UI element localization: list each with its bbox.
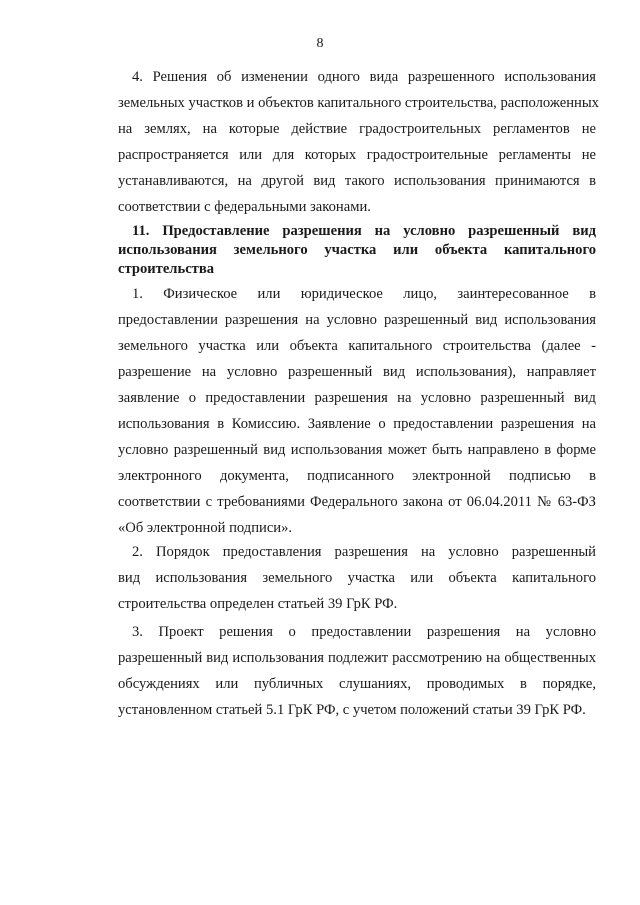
text-line: предоставлении разрешения на условно разрешенный вид использования: [118, 312, 596, 328]
text-line: вид использования земельного участка или объекта капитального: [118, 570, 596, 586]
text-line: разрешенный вид использования подлежит рассмотрению на общественных: [118, 650, 596, 666]
text-line: соответствии с федеральными законами.: [118, 199, 371, 215]
text-line: 2. Порядок предоставления разрешения на условно разрешенный: [132, 544, 596, 560]
text-line: 4. Решения об изменении одного вида разрешенного использования: [132, 69, 596, 85]
clause-3-paragraph: [118, 619, 596, 723]
text-line: земельного участка или объекта капитального строительства (далее -: [118, 338, 596, 354]
text-line: разрешение на условно разрешенный вид использования), направляет: [118, 364, 596, 380]
text-line: установленном статьей 5.1 ГрК РФ, с учетом положений статьи 39 ГрК РФ.: [118, 702, 586, 718]
text-line: условно разрешенный вид использования может быть направлено в форме: [118, 442, 596, 458]
text-line: 1. Физическое или юридическое лицо, заинтересованное в: [132, 286, 596, 302]
text-line: «Об электронной подписи».: [118, 520, 293, 536]
text-line: земельных участков и объектов капитального строительства, расположенных: [118, 95, 599, 111]
text-line: использования в Комиссию. Заявление о предоставлении разрешения на: [118, 416, 596, 432]
text-line: распространяется или для которых градостроительные регламенты не: [118, 147, 596, 163]
heading-line: использования земельного участка или объекта капитального: [118, 242, 596, 258]
text-line: соответствии с требованиями Федерального закона от 06.04.2011 № 63-ФЗ: [118, 494, 596, 510]
heading-line: 11. Предоставление разрешения на условно разрешенный вид: [132, 223, 596, 239]
clause-4-paragraph: [118, 64, 599, 220]
text-line: строительства определен статьей 39 ГрК РФ.: [118, 596, 398, 612]
text-line: обсуждениях или публичных слушаниях, проводимых в порядке,: [118, 676, 596, 692]
text-line: устанавливаются, на другой вид такого использования принимаются в: [118, 173, 596, 189]
clause-1-paragraph: [118, 281, 596, 541]
section-11-heading: [118, 222, 596, 279]
clause-2-paragraph: [118, 539, 596, 617]
page-number: 8: [316, 36, 324, 51]
text-line: заявление о предоставлении разрешения на условно разрешенный вид: [118, 390, 596, 406]
text-line: на землях, на которые действие градостроительных регламентов не: [118, 121, 596, 137]
text-line: электронного документа, подписанного электронной подписью в: [118, 468, 596, 484]
text-line: 3. Проект решения о предоставлении разрешения на условно: [132, 624, 596, 640]
heading-line: строительства: [118, 261, 215, 277]
